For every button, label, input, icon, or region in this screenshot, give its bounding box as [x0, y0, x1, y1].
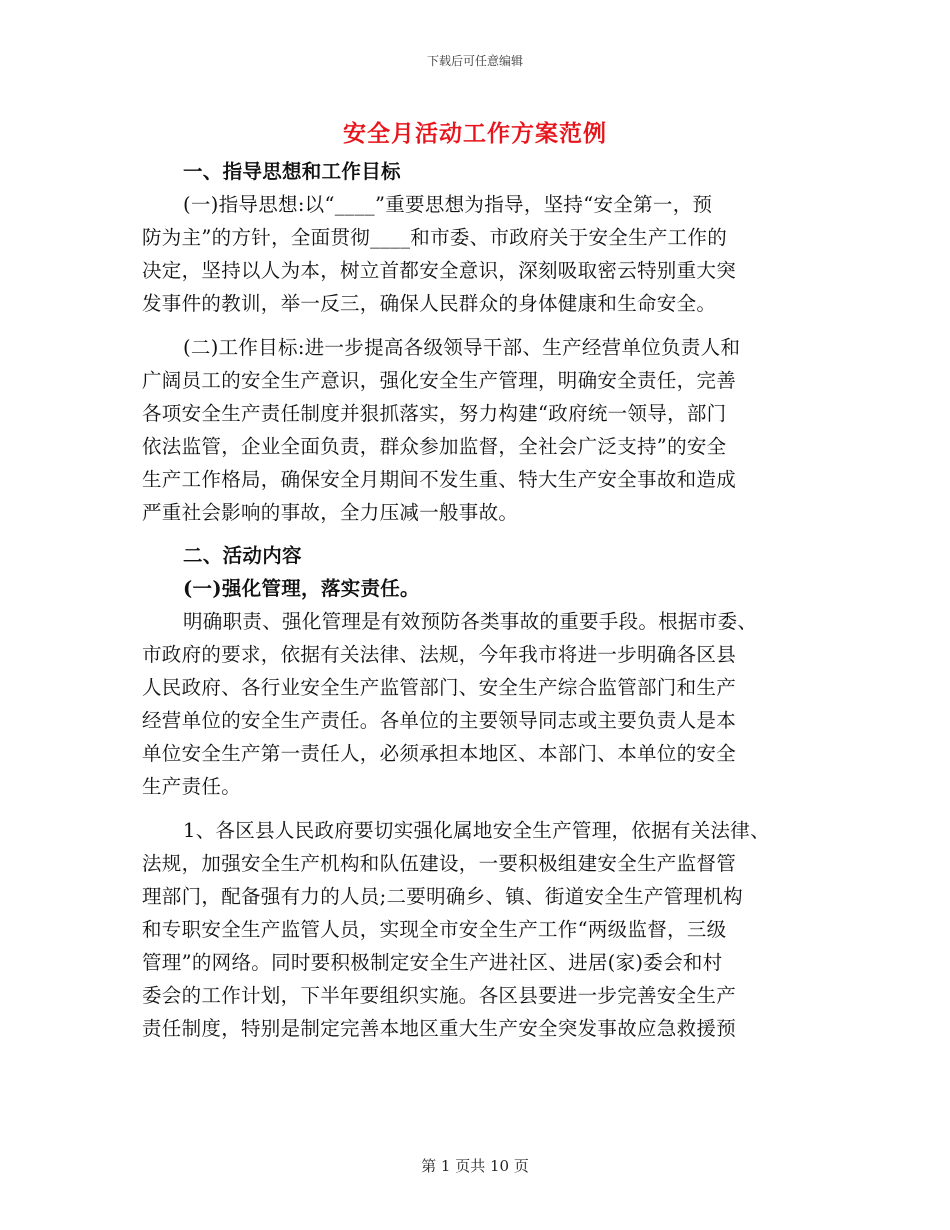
body-text-line: 人民政府、各行业安全生产监管部门、安全生产综合监管部门和生产 [142, 676, 737, 700]
body-text-line: 生产工作格局，确保安全月期间不发生重、特大生产安全事故和造成 [142, 467, 737, 491]
section-heading: 二、活动内容 [183, 544, 302, 568]
section-heading: 一、指导思想和工作目标 [183, 160, 401, 183]
body-text-line: 发事件的教训，举一反三，确保人民群众的身体健康和生命安全。 [142, 292, 717, 315]
body-text-line: 委会的工作计划，下半年要组织实施。各区县要进一步完善安全生产 [142, 984, 737, 1008]
body-text-line: 依法监管，企业全面负责，群众参加监督，全社会广泛支持”的安全 [142, 434, 727, 458]
body-text-line: 决定，坚持以人为本，树立首都安全意识，深刻吸取密云特别重大突 [142, 259, 737, 282]
page-header: 下载后可任意编辑 [426, 54, 523, 68]
body-text-line: (一)指导思想:以“____”重要思想为指导，坚持“安全第一，预 [183, 193, 713, 216]
body-text-line: 理部门，配备强有力的人员;二要明确乡、镇、街道安全生产管理机构 [142, 885, 743, 909]
document-title: 安全月活动工作方案范例 [343, 120, 607, 147]
document-body [142, 155, 822, 1045]
body-text-line: 经营单位的安全生产责任。各单位的主要领导同志或主要负责人是本 [142, 709, 737, 733]
paragraph-gap [142, 529, 822, 540]
body-text-line: 和专职安全生产监管人员，实现全市安全生产工作“两级监督，三级 [142, 918, 727, 942]
body-text-line: 防为主”的方针，全面贯彻____和市委、市政府关于安全生产工作的 [142, 226, 728, 249]
body-text-line: 市政府的要求，依据有关法律、法规，今年我市将进一步明确各区县 [142, 643, 737, 667]
body-text-line: 责任制度，特别是制定完善本地区重大生产安全突发事故应急救援预 [142, 1017, 737, 1041]
section-heading: (一)强化管理，落实责任。 [183, 577, 420, 601]
body-text-line: 严重社会影响的事故，全力压减一般事故。 [142, 500, 519, 524]
body-text-line: 单位安全生产第一责任人，必须承担本地区、本部门、本单位的安全 [142, 742, 737, 766]
page-footer: 第 1 页共 10 页 [421, 1157, 529, 1175]
body-text-line: 明确职责、强化管理是有效预防各类事故的重要手段。根据市委、 [183, 610, 758, 634]
body-text-line: 广阔员工的安全生产意识，强化安全生产管理，明确安全责任，完善 [142, 368, 737, 392]
body-text-line: 生产责任。 [142, 775, 242, 799]
body-text-line: 1、各区县人民政府要切实强化属地安全生产管理，依据有关法律、 [183, 819, 770, 843]
body-text-line: 管理”的网络。同时要积极制定安全生产进社区、进居(家)委会和村 [142, 951, 723, 975]
body-text-line: 法规，加强安全生产机构和队伍建设，一要积极组建安全生产监督管 [142, 852, 737, 876]
paragraph-gap [142, 320, 822, 331]
paragraph-gap [142, 803, 822, 814]
body-text-line: (二)工作目标:进一步提高各级领导干部、生产经营单位负责人和 [183, 335, 741, 359]
body-text-line: 各项安全生产责任制度并狠抓落实，努力构建“政府统一领导，部门 [142, 401, 727, 425]
